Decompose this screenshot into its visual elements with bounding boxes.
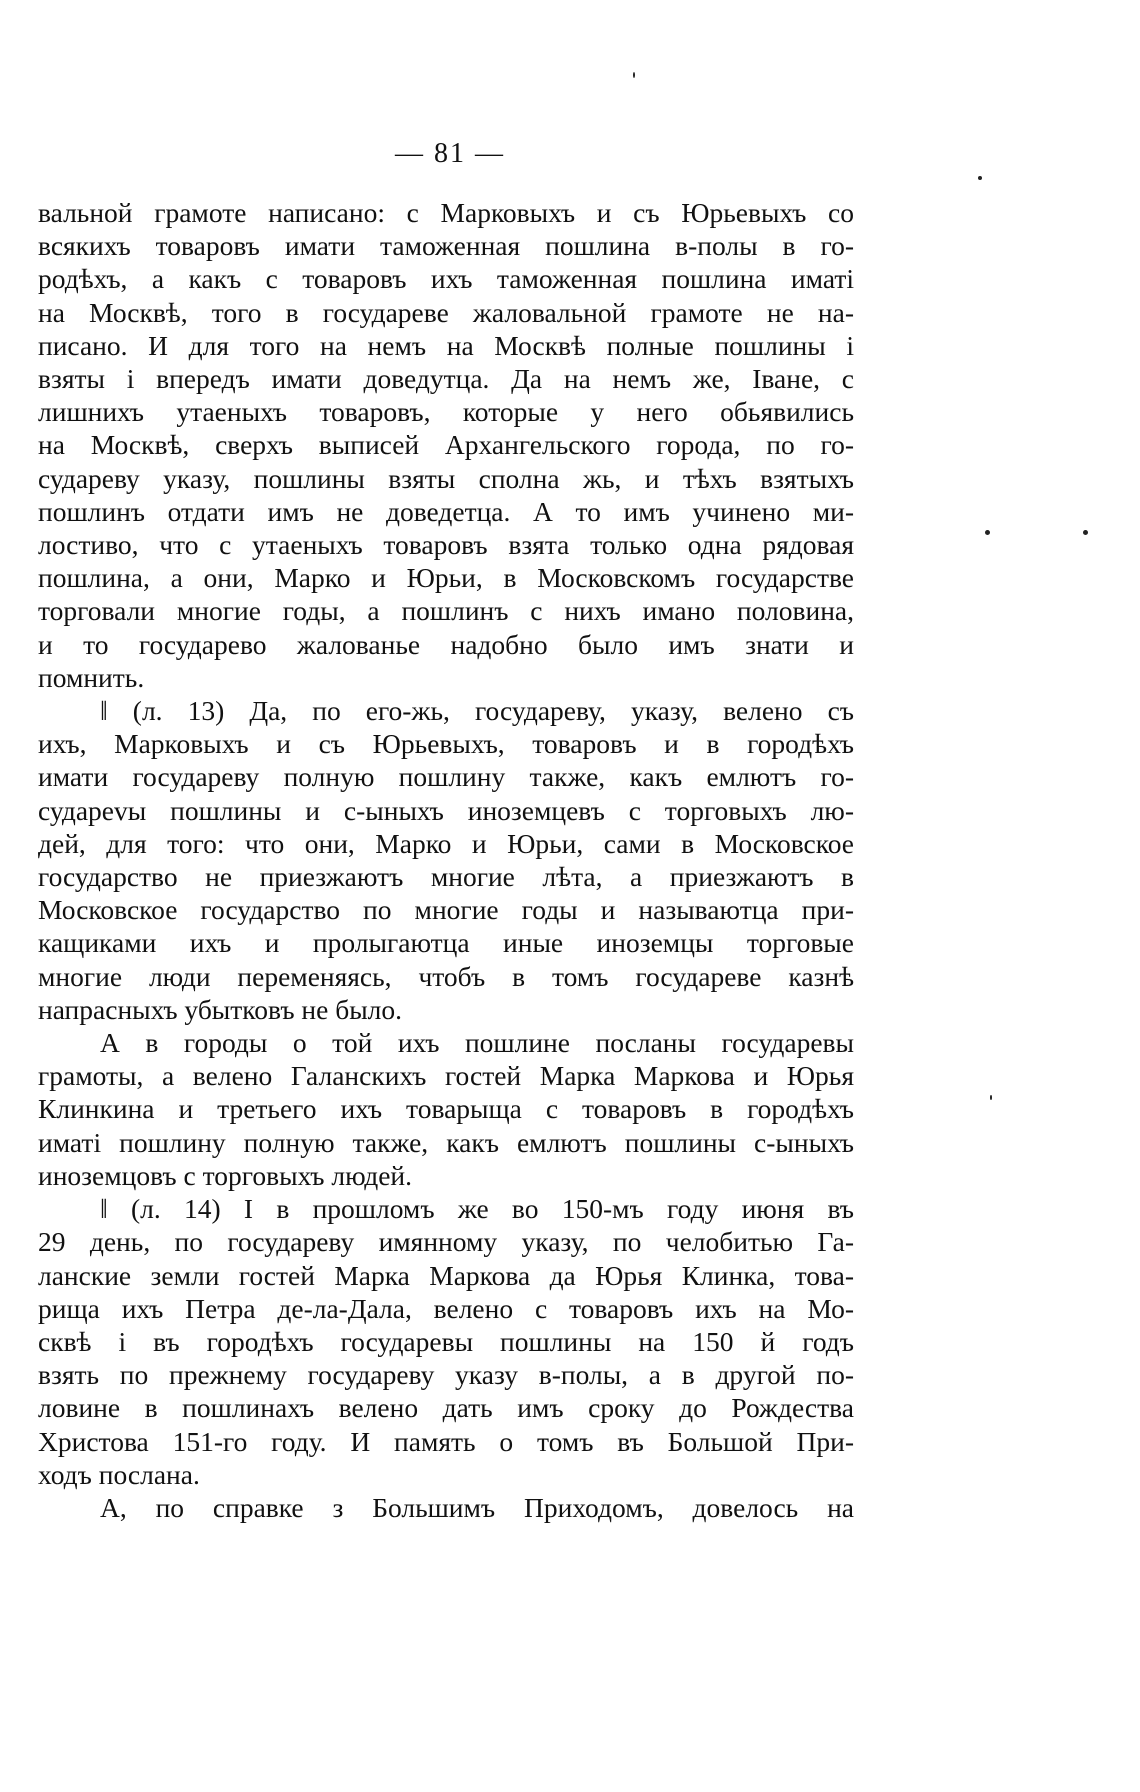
text-line: государство не приезжаютъ многие лѣта, а приезжаютъ в bbox=[38, 861, 854, 893]
text-line: взяты і впередъ имати доведутца. Да на немъ же, Іване, с bbox=[38, 363, 854, 395]
text-line: многие люди переменяясь, чтобъ в томъ государеве казнѣ bbox=[38, 960, 854, 992]
text-line: сквѣ і въ городѣхъ государевы пошлины на 150 й годъ bbox=[38, 1325, 854, 1357]
text-line: рища ихъ Петра де-ла-Дала, велено с товаровъ ихъ на Мо- bbox=[38, 1292, 854, 1324]
text-line: торговали многие годы, а пошлинъ с нихъ имано половина, bbox=[38, 595, 854, 627]
text-line-folio-13: ‖ (л. 13) Да, по его-жь, государеву, указу, велено съ bbox=[100, 695, 854, 727]
text-line: иноземцовъ с торговыхъ людей. bbox=[38, 1159, 413, 1191]
text-line: всякихъ товаровъ имати таможенная пошлина в-полы в го- bbox=[38, 230, 854, 262]
text-line: напрасныхъ убытковъ не было. bbox=[38, 993, 403, 1025]
text-line: на Москвѣ, сверхъ выписей Архангельского города, по го- bbox=[38, 429, 854, 461]
text-line: кащиками ихъ и пролыгаютца иные иноземцы торговые bbox=[38, 927, 854, 959]
text-line: Московское государство по многие годы и называютца при- bbox=[38, 894, 854, 926]
text-line: ихъ, Марковыхъ и съ Юрьевыхъ, товаровъ и в городѣхъ bbox=[38, 728, 854, 760]
text-line: иматі пошлину полную также, какъ емлютъ пошлины с-ыныхъ bbox=[38, 1126, 854, 1158]
text-line: лостиво, что с утаеныхъ товаровъ взята только одна рядовая bbox=[38, 529, 854, 561]
scan-speck bbox=[985, 530, 990, 535]
text-line: взять по прежнему государеву указу в-полы, а в другой по- bbox=[38, 1359, 854, 1391]
text-line: имати государеву полную пошлину также, какъ емлютъ го- bbox=[38, 761, 854, 793]
text-line: судареву указу, пошлины взяты сполна жь, и тѣхъ взятыхъ bbox=[38, 462, 854, 494]
text-line: ланские земли гостей Марка Маркова да Юрья Клинка, това- bbox=[38, 1259, 854, 1291]
text-line: пошлина, а они, Марко и Юрьи, в Московскомъ государстве bbox=[38, 562, 854, 594]
text-line: А, по справке з Большимъ Приходомъ, довелось на bbox=[100, 1491, 854, 1523]
text-line: пошлинъ отдати имъ не доведетца. А то имъ учинено ми- bbox=[38, 495, 854, 527]
text-line: грамоты, а велено Галанскихъ гостей Марка Маркова и Юрья bbox=[38, 1060, 854, 1092]
text-line-folio-14: ‖ (л. 14) І в прошломъ же во 150-мъ году июня въ bbox=[100, 1193, 854, 1225]
text-line: Клинкина и третьего ихъ товарыща с товаровъ в городѣхъ bbox=[38, 1093, 854, 1125]
text-line: Христова 151-го году. И память о томъ въ Большой При- bbox=[38, 1425, 854, 1457]
scan-speck bbox=[1083, 530, 1088, 535]
text-line: лишнихъ утаеныхъ товаровъ, которые у него обьявились bbox=[38, 396, 854, 428]
text-line: А в городы о той ихъ пошлине посланы государевы bbox=[100, 1027, 854, 1059]
text-line: родѣхъ, а какъ с товаровъ ихъ таможенная пошлина иматі bbox=[38, 263, 854, 295]
text-line: ходъ послана. bbox=[38, 1458, 200, 1490]
text-line: на Москвѣ, того в государеве жаловальной грамоте не на- bbox=[38, 296, 854, 328]
document-body bbox=[38, 196, 854, 1524]
scan-speck bbox=[990, 1095, 992, 1100]
text-line: дей, для того: что они, Марко и Юрьи, сами в Московское bbox=[38, 827, 854, 859]
text-line: судареvы пошлины и с-ыныхъ иноземцевъ с торговыхъ лю- bbox=[38, 794, 854, 826]
page-number: — 81 — bbox=[395, 138, 505, 169]
text-line: помнить. bbox=[38, 661, 145, 693]
scan-speck bbox=[633, 72, 635, 78]
text-line: и то государево жалованье надобно было имъ знати и bbox=[38, 628, 854, 660]
text-line: ловине в пошлинахъ велено дать имъ сроку до Рождества bbox=[38, 1392, 854, 1424]
text-line: 29 день, по государеву имянному указу, по челобитью Га- bbox=[38, 1226, 854, 1258]
scan-speck bbox=[978, 176, 982, 180]
text-line: писано. И для того на немъ на Москвѣ полные пошлины і bbox=[38, 329, 854, 361]
text-line: вальной грамоте написано: с Марковыхъ и съ Юрьевыхъ со bbox=[38, 197, 854, 228]
